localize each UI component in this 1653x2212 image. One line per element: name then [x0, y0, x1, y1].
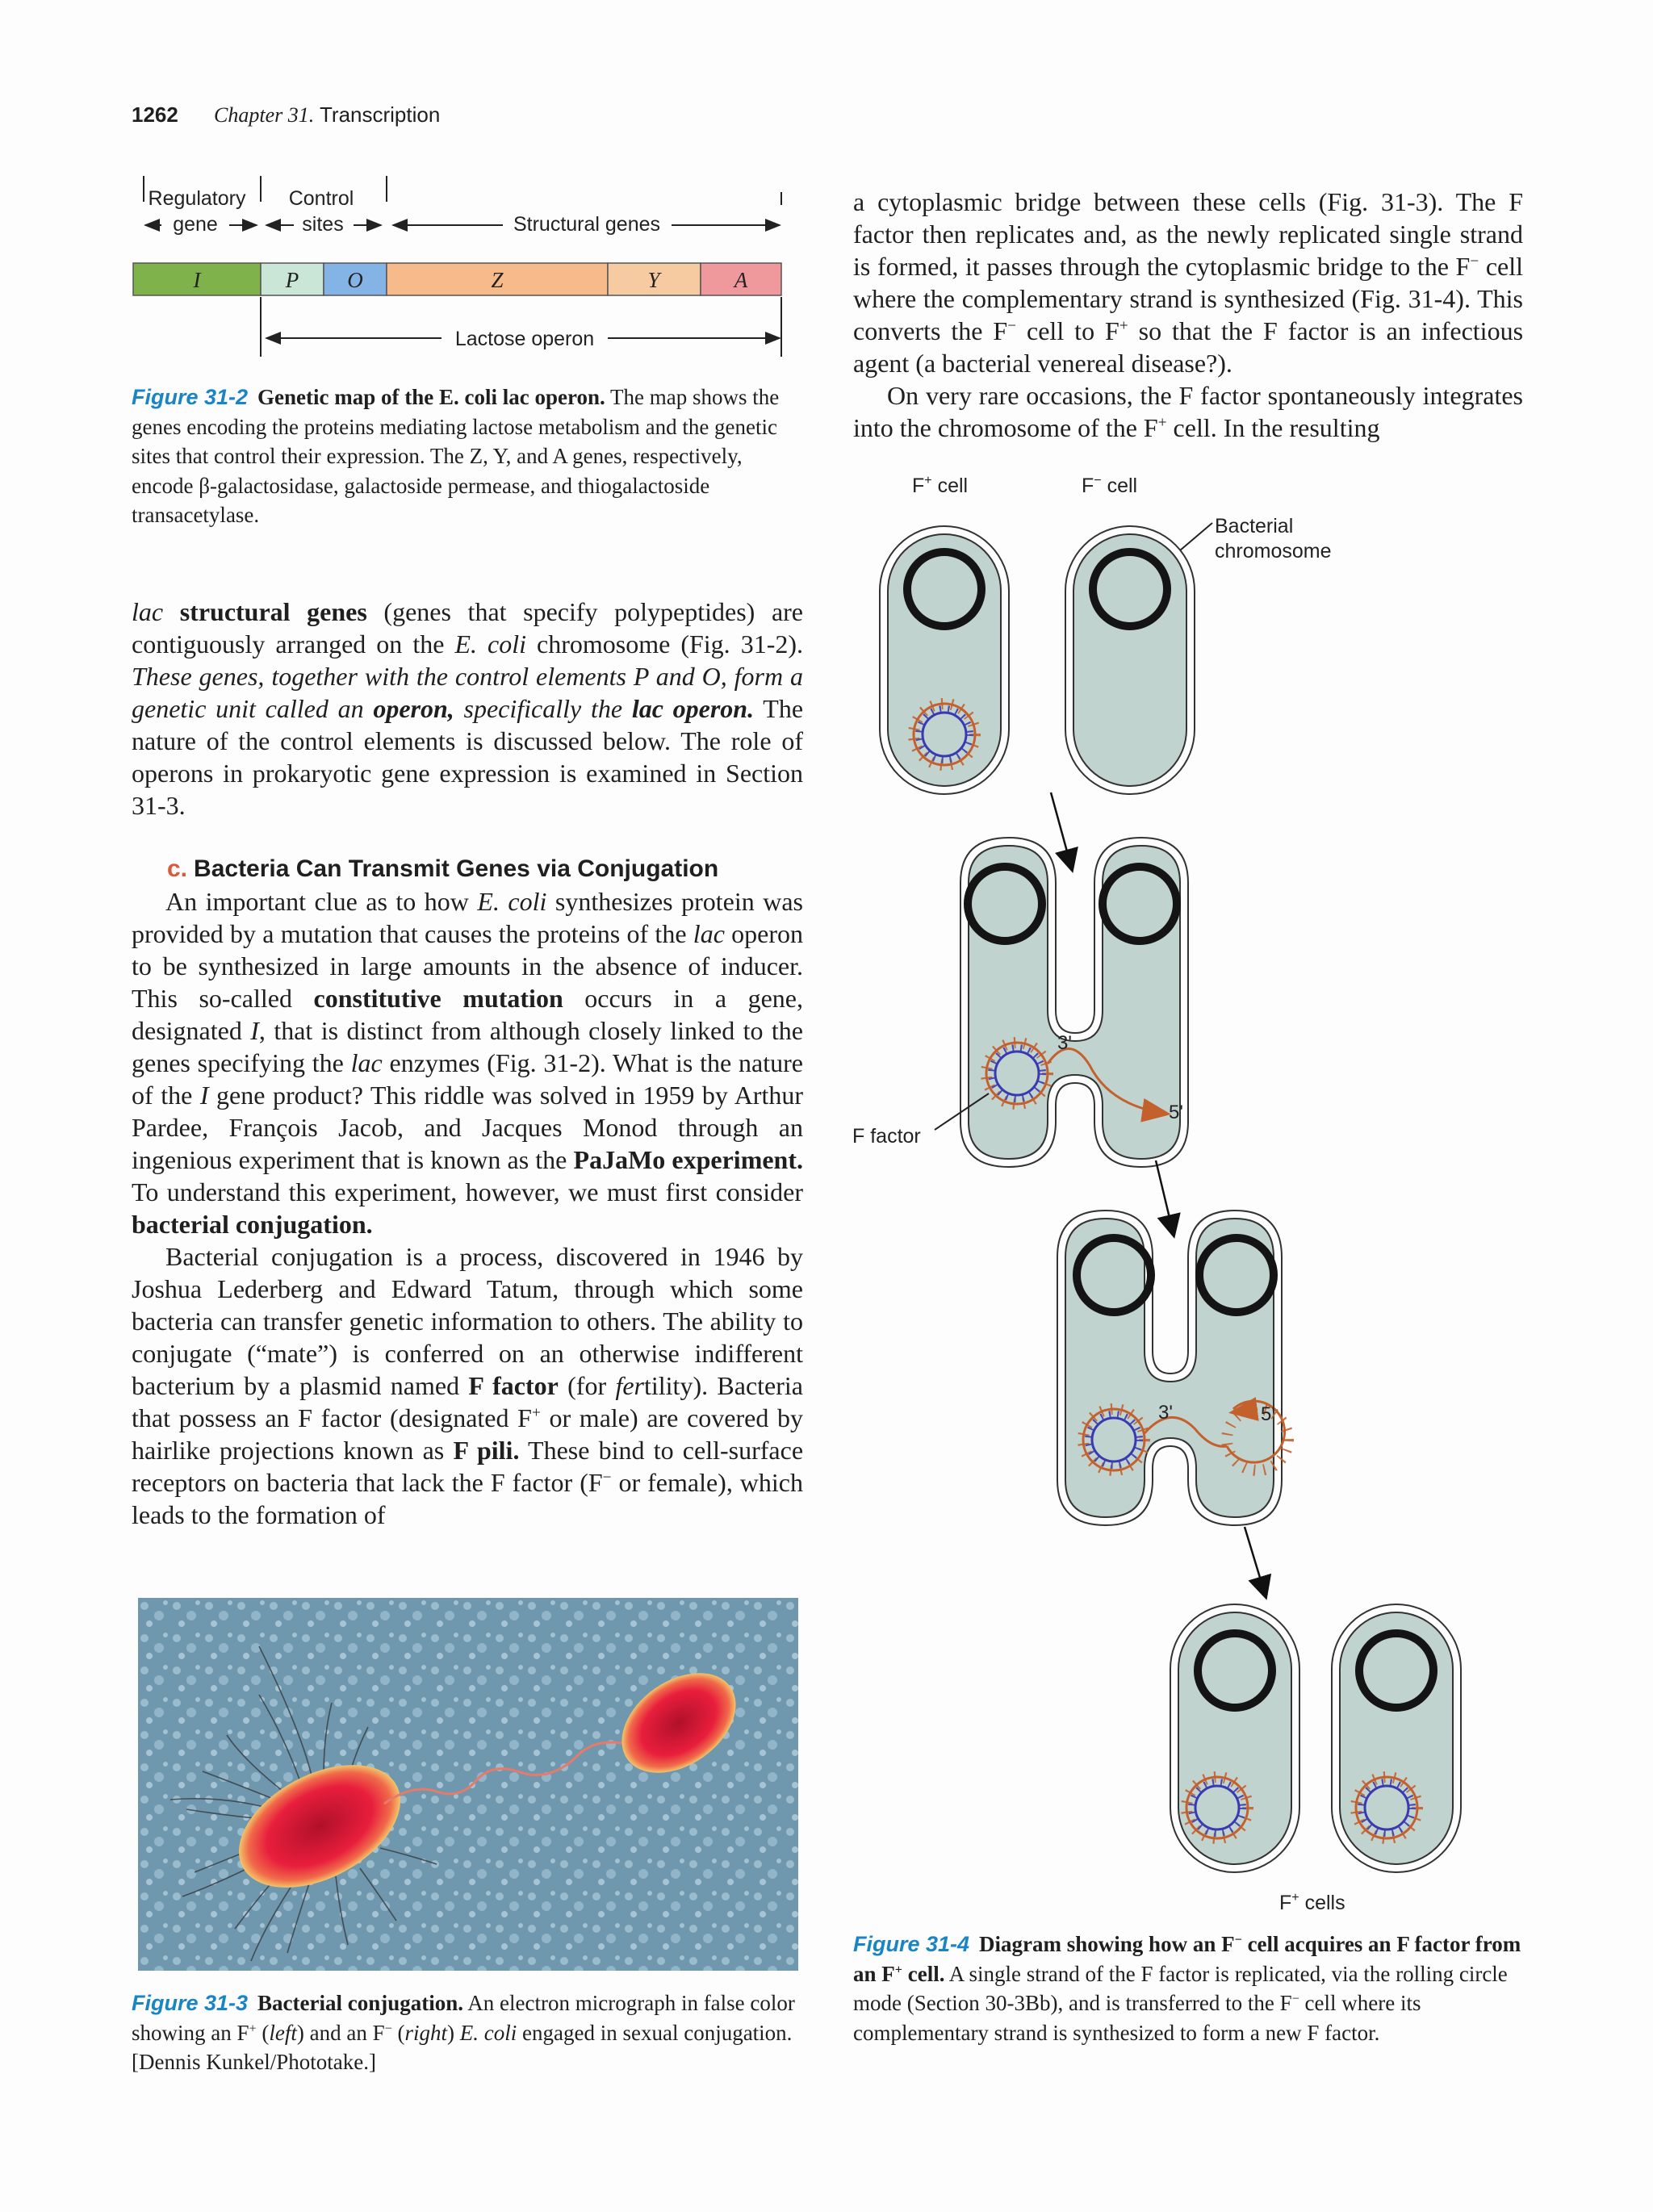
f-factor-label: F factor — [852, 1125, 921, 1148]
left-column-body: An important clue as to how E. coli synthesizes protein was provided by a mutation that causes the proteins of the lac operon to be synthesized in large amounts in the absence of inducer. This so-called constitutive mutation occurs in a gene, designated I, that is distinct from although closely linked to the genes specifying the lac enzymes (Fig. 31-2). What is the nature of the I gene product? This riddle was solved in 1959 by Arthur Pardee, François Jacob, and Jacques Monod through an ingenious experiment that is known as the PaJaMo experiment. To understand this experiment, however, we must first consider bacterial conjugation. Bacterial conjugation is a process, discovered in 1946 by Joshua Lederberg and Edward Tatum, through which some bacteria can transfer genetic information to others. The ability to conjugate (“mate”) is conferred on an otherwise indifferent bacterium by a plasmid named F factor (for fertility). Bacteria that possess an F factor (designated F+ or male) are covered by hairlike projections known as F pili. These bind to cell-surface receptors on bacteria that lack the F factor (F− or female), which leads to the formation of — [132, 887, 804, 1529]
conjugation-diagram — [847, 468, 1542, 1921]
bacterial-label: Bacterial — [1215, 515, 1294, 537]
gene-a: A — [734, 268, 748, 292]
conjugation-micrograph — [138, 1598, 798, 1971]
lactose-operon-label: Lactose operon — [454, 328, 595, 350]
figure-31-4-label: Figure 31-4 — [853, 1932, 970, 1956]
figure-31-2-caption — [132, 383, 793, 530]
figure-31-3-label: Figure 31-3 — [132, 1991, 249, 2015]
left-column-intro: lac structural genes (genes that specify polypeptides) are contiguously arranged on the E. coli chromosome (Fig. 31-2). These genes, together with the control elements P and O, form a genetic unit called an operon, specifically the lac operon. The nature of the control elements is discussed below. The role of operons in prokaryotic gene expression is examined in Section 31-3. — [132, 597, 804, 820]
heading-text: Bacteria Can Transmit Genes via Conjugation — [194, 855, 719, 882]
figure-31-2-text: The map shows the genes encoding the proteins mediating lactose metabolism and the genetic sites that control their expression. The Z, Y, and A genes, respectively, encode β-galactosidase, galactoside permease, and thiogalactoside transacetylase. — [132, 385, 780, 527]
three-prime-label-stage3: 3' — [1158, 1402, 1173, 1424]
heading-letter: c. — [167, 855, 188, 882]
f-factor-plasmid — [914, 704, 975, 765]
sites-label: sites — [302, 213, 344, 236]
chromosome-label: chromosome — [1215, 540, 1332, 562]
chapter-label: Chapter 31. — [214, 103, 315, 127]
fplus-cell-label: F+ cell — [912, 474, 969, 497]
page-number: 1262 — [132, 102, 178, 127]
section-heading — [167, 855, 718, 883]
five-prime-label-stage3: 5' — [1261, 1403, 1275, 1425]
control-label: Control — [288, 187, 354, 210]
three-prime-label: 3' — [1057, 1032, 1072, 1054]
gene-label: gene — [173, 213, 218, 236]
gene-z: Z — [491, 268, 504, 292]
chapter-title: Transcription — [320, 102, 441, 127]
figure-31-4-caption: Figure 31-4 Diagram showing how an F− cell acquires an F factor from an F+ cell. A single strand of the F factor is replicated, via the rolling circle mode (Section 30-3Bb), and is transferred to the F− cell where its complementary strand is synthesized to form a new F factor. — [853, 1932, 1521, 2045]
lac-operon-map — [129, 176, 791, 362]
gene-o: O — [347, 268, 363, 292]
right-column-body: a cytoplasmic bridge between these cells (Fig. 31-3). The F factor then replicates and, as the newly replicated single strand is formed, it passes through the cytoplasmic bridge to the F− cell where the complementary strand is synthesized (Fig. 31-4). This converts the F− cell to F+ so that the F factor is an infectious agent (a bacterial venereal disease?). On very rare occasions, the F factor spontaneously integrates into the chromosome of the F+ cell. In the resulting — [853, 187, 1524, 442]
five-prime-label: 5' — [1169, 1102, 1183, 1123]
fplus-cells-label: F+ cells — [1279, 1891, 1345, 1914]
running-header — [214, 102, 440, 128]
figure-31-2-label: Figure 31-2 — [132, 385, 249, 409]
structural-genes-label: Structural genes — [513, 213, 661, 236]
regulatory-label: Regulatory — [148, 187, 246, 210]
figure-31-3-caption: Figure 31-3 Bacterial conjugation. An electron micrograph in false color showing an F+ (left) and an F− (right) E. coli engaged in sexual conjugation. [Dennis Kunkel/Phototake.] — [132, 1991, 795, 2074]
gene-p: P — [285, 268, 299, 292]
gene-y: Y — [647, 268, 660, 292]
figure-31-2-title: Genetic map of the E. coli lac operon. — [257, 385, 605, 409]
gene-i: I — [193, 268, 201, 292]
fminus-cell-label: F− cell — [1082, 474, 1138, 497]
